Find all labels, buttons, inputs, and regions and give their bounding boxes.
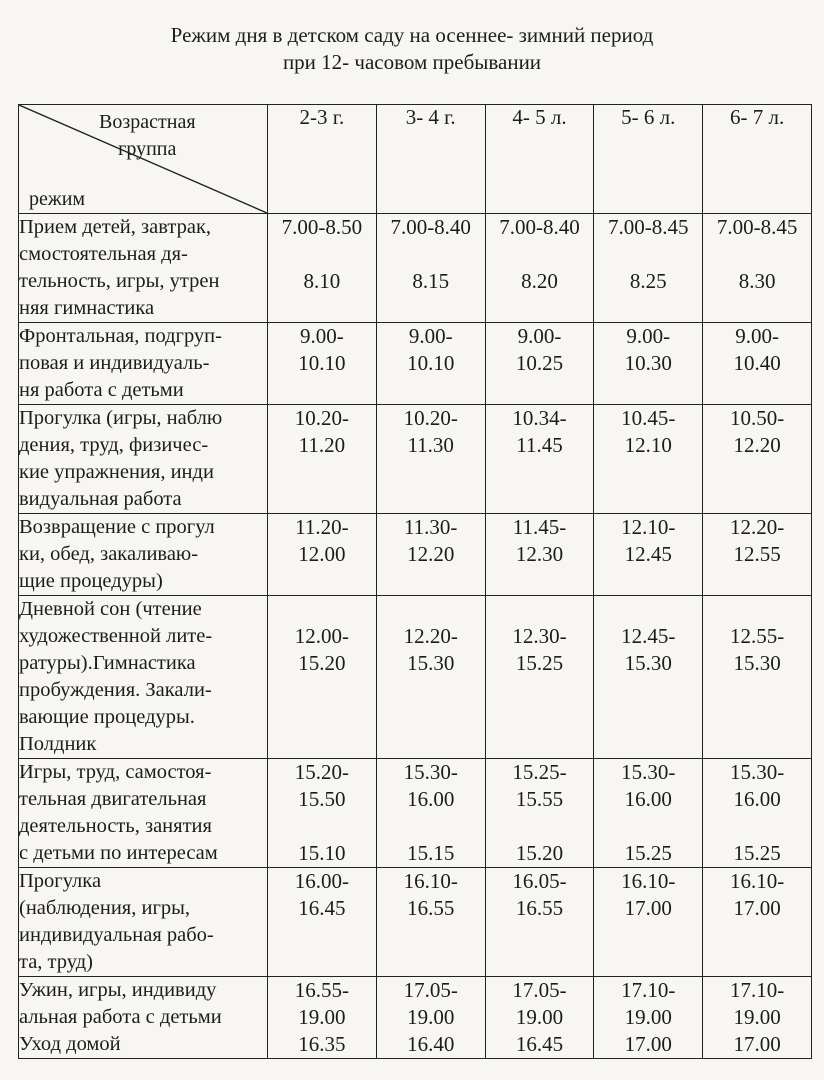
time-value: 7.00-8.45	[716, 215, 798, 239]
activity-cell	[19, 977, 268, 1059]
spacer	[377, 596, 485, 623]
activity-line: тельность, игры, утрен	[19, 270, 220, 292]
table-row	[19, 514, 812, 596]
time-value: 8.25	[629, 269, 667, 293]
age-header-4: 5- 6 л.	[594, 105, 703, 214]
activity-line: Игры, труд, самостоя-	[19, 761, 212, 783]
schedule-body	[19, 214, 812, 1059]
time-value: 12.20-	[403, 624, 458, 648]
time-value: 16.45	[515, 1032, 564, 1056]
time-value: 9.00-	[735, 324, 779, 348]
time-value: 11.45	[516, 433, 563, 457]
time-value: 10.25	[515, 351, 564, 375]
time-value: 10.34-	[512, 406, 567, 430]
time-value: 17.05-	[403, 978, 458, 1002]
time-value: 16.10-	[621, 869, 676, 893]
activity-line: тельная двигательная	[19, 788, 207, 810]
activity-line: Фронтальная, подгруп-	[19, 325, 222, 347]
time-cell	[485, 977, 594, 1059]
time-value: 17.00	[733, 896, 781, 920]
time-value: 9.00-	[626, 324, 671, 348]
time-value: 15.10	[298, 841, 346, 865]
time-value: 12.20-	[729, 515, 785, 539]
time-cell	[703, 214, 812, 323]
time-cell	[376, 405, 485, 514]
spacer	[594, 813, 702, 840]
activity-line: деятельность, занятия	[19, 815, 212, 837]
time-value: 10.10	[298, 351, 346, 375]
time-cell	[485, 596, 594, 759]
time-value: 8.30	[738, 269, 776, 293]
time-value: 12.30-	[512, 624, 567, 648]
table-row	[19, 214, 812, 323]
age-header-3: 4- 5 л.	[485, 105, 594, 214]
time-value: 8.10	[303, 269, 341, 293]
spacer	[268, 241, 376, 268]
time-value: 12.00	[298, 542, 346, 566]
activity-line: дения, труд, физичес-	[19, 434, 209, 456]
activity-line: Полдник	[19, 733, 97, 755]
activity-line: индивидуальная рабо-	[19, 924, 214, 946]
activity-line: альная работа с детьми	[19, 1006, 222, 1028]
time-value: 17.10-	[729, 978, 785, 1002]
age-header-5: 6- 7 л.	[703, 105, 812, 214]
header-row	[19, 105, 812, 214]
time-cell	[703, 405, 812, 514]
spacer	[268, 813, 376, 840]
time-cell	[703, 977, 812, 1059]
time-value: 17.00	[733, 1032, 781, 1056]
time-cell	[485, 405, 594, 514]
time-value: 8.15	[412, 269, 450, 293]
spacer	[268, 596, 376, 623]
age-group-label: Возрастная группа	[99, 111, 196, 160]
time-cell	[703, 323, 812, 405]
time-cell	[376, 214, 485, 323]
time-value: 16.35	[298, 1032, 346, 1056]
time-cell	[268, 323, 377, 405]
time-value: 12.20	[407, 542, 455, 566]
age-header-2: 3- 4 г.	[376, 105, 485, 214]
time-value: 16.55	[515, 896, 564, 920]
spacer	[486, 596, 594, 623]
time-cell	[268, 214, 377, 323]
spacer	[377, 813, 485, 840]
time-value: 10.20-	[294, 406, 350, 430]
time-value: 10.30	[624, 351, 672, 375]
time-cell	[485, 868, 594, 977]
spacer	[377, 241, 485, 268]
time-cell	[376, 323, 485, 405]
time-value: 15.20	[298, 651, 346, 675]
activity-line: вающие процедуры.	[19, 706, 195, 728]
time-value: 11.20-	[295, 515, 349, 539]
time-value: 12.55-	[729, 624, 785, 648]
spacer	[703, 596, 811, 623]
time-cell	[268, 759, 377, 868]
time-value: 7.00-8.45	[608, 215, 689, 239]
time-cell	[485, 214, 594, 323]
time-value: 19.00	[515, 1005, 564, 1029]
time-value: 10.45-	[621, 406, 676, 430]
time-value: 12.20	[733, 433, 781, 457]
time-value: 19.00	[298, 1005, 346, 1029]
time-value: 17.10-	[621, 978, 676, 1002]
activity-line: смостоятельная дя-	[19, 243, 188, 265]
time-value: 15.25	[515, 651, 564, 675]
time-value: 16.00	[733, 787, 781, 811]
activity-line: ки, обед, закаливаю-	[19, 543, 199, 565]
table-row	[19, 977, 812, 1059]
table-row	[19, 323, 812, 405]
time-cell	[268, 405, 377, 514]
activity-line: (наблюдения, игры,	[19, 897, 190, 919]
activity-line: Прогулка	[19, 870, 102, 892]
time-value: 17.00	[624, 896, 672, 920]
time-value: 7.00-8.40	[390, 215, 471, 239]
time-cell	[268, 977, 377, 1059]
time-value: 10.20-	[403, 406, 458, 430]
time-value: 11.20	[298, 433, 346, 457]
activity-line: художественной лите-	[19, 625, 213, 647]
time-value: 15.25	[733, 841, 781, 865]
time-value: 7.00-8.50	[281, 215, 363, 239]
time-cell	[485, 323, 594, 405]
time-value: 12.55	[733, 542, 781, 566]
time-value: 16.00-	[294, 869, 350, 893]
time-value: 9.00-	[300, 324, 344, 348]
time-value: 15.30-	[729, 760, 785, 784]
time-value: 19.00	[407, 1005, 455, 1029]
time-cell	[703, 759, 812, 868]
time-cell	[485, 514, 594, 596]
document-title	[0, 22, 824, 76]
time-value: 17.00	[624, 1032, 672, 1056]
time-value: 12.10	[624, 433, 672, 457]
time-value: 15.30-	[403, 760, 458, 784]
activity-line: пробуждения. Закали-	[19, 679, 212, 701]
time-value: 16.00	[407, 787, 455, 811]
time-value: 19.00	[624, 1005, 672, 1029]
activity-cell	[19, 405, 268, 514]
time-value: 16.55	[407, 896, 455, 920]
time-cell	[376, 596, 485, 759]
title-line-1: Режим дня в детском саду на осеннее- зимний период	[170, 23, 654, 47]
table-row	[19, 405, 812, 514]
activity-line: кие упражнения, инди	[19, 461, 214, 483]
schedule-table	[18, 104, 812, 1059]
time-cell	[703, 514, 812, 596]
mode-label: режим	[29, 188, 86, 210]
time-value: 16.40	[407, 1032, 455, 1056]
time-cell	[594, 596, 703, 759]
spacer	[594, 596, 702, 623]
time-cell	[268, 868, 377, 977]
activity-line: Уход домой	[19, 1033, 121, 1055]
time-cell	[376, 759, 485, 868]
age-header-1: 2-3 г.	[268, 105, 377, 214]
time-value: 15.25-	[512, 760, 567, 784]
time-cell	[594, 977, 703, 1059]
time-value: 12.10-	[621, 515, 676, 539]
time-value: 15.55	[515, 787, 564, 811]
time-cell	[594, 868, 703, 977]
time-value: 12.00-	[294, 624, 350, 648]
time-value: 12.45-	[621, 624, 676, 648]
time-cell	[594, 405, 703, 514]
time-value: 15.30	[624, 651, 672, 675]
time-cell	[703, 596, 812, 759]
activity-line: та, труд)	[19, 951, 93, 973]
time-value: 15.25	[624, 841, 672, 865]
time-value: 9.00-	[408, 324, 453, 348]
activity-cell	[19, 323, 268, 405]
time-value: 11.30	[407, 433, 454, 457]
title-line-2: при 12- часовом пребывании	[282, 50, 542, 74]
time-cell	[376, 514, 485, 596]
time-value: 15.15	[407, 841, 455, 865]
time-value: 15.30	[733, 651, 781, 675]
spacer	[486, 241, 594, 268]
activity-line: видуальная работа	[19, 488, 182, 510]
diagonal-header-cell	[19, 105, 268, 214]
time-value: 9.00-	[517, 324, 562, 348]
time-cell	[485, 759, 594, 868]
time-value: 8.20	[521, 269, 558, 293]
spacer	[703, 813, 811, 840]
activity-cell	[19, 596, 268, 759]
table-row	[19, 759, 812, 868]
activity-line: ратуры).Гимнастика	[19, 652, 196, 674]
time-cell	[376, 977, 485, 1059]
time-value: 16.05-	[512, 869, 567, 893]
activity-cell	[19, 514, 268, 596]
time-value: 11.30-	[403, 515, 458, 539]
time-cell	[594, 323, 703, 405]
time-value: 10.50-	[729, 406, 785, 430]
activity-line: повая и индивидуаль-	[19, 352, 210, 374]
time-value: 16.55-	[294, 978, 350, 1002]
time-cell	[268, 596, 377, 759]
activity-line: Возвращение с прогул	[19, 516, 215, 538]
time-value: 15.30-	[621, 760, 676, 784]
time-value: 19.00	[733, 1005, 781, 1029]
time-cell	[594, 759, 703, 868]
table-row	[19, 596, 812, 759]
time-value: 15.20-	[294, 760, 350, 784]
time-cell	[594, 214, 703, 323]
activity-line: Прием детей, завтрак,	[19, 216, 212, 238]
activity-line: ня работа с детьми	[19, 379, 184, 401]
activity-cell	[19, 759, 268, 868]
time-value: 7.00-8.40	[499, 215, 580, 239]
activity-line: с детьми по интересам	[19, 842, 218, 864]
time-value: 12.30	[515, 542, 564, 566]
time-value: 16.10-	[729, 869, 785, 893]
spacer	[594, 241, 702, 268]
spacer	[486, 813, 594, 840]
time-value: 10.10	[407, 351, 455, 375]
time-value: 11.45-	[512, 515, 567, 539]
activity-cell	[19, 214, 268, 323]
time-value: 17.05-	[512, 978, 567, 1002]
time-value: 16.10-	[403, 869, 458, 893]
table-row	[19, 868, 812, 977]
spacer	[703, 241, 811, 268]
activity-line: щие процедуры)	[19, 570, 163, 592]
time-value: 15.50	[298, 787, 346, 811]
time-value: 16.00	[624, 787, 672, 811]
time-cell	[594, 514, 703, 596]
time-value: 12.45	[624, 542, 672, 566]
activity-line: няя гимнастика	[19, 297, 155, 319]
activity-line: Прогулка (игры, наблю	[19, 407, 223, 429]
time-cell	[703, 868, 812, 977]
activity-line: Ужин, игры, индивиду	[19, 979, 217, 1001]
time-value: 15.20	[515, 841, 564, 865]
time-value: 15.30	[407, 651, 455, 675]
time-cell	[268, 514, 377, 596]
time-value: 16.45	[298, 896, 346, 920]
activity-line: Дневной сон (чтение	[19, 598, 202, 620]
activity-cell	[19, 868, 268, 977]
time-cell	[376, 868, 485, 977]
time-value: 10.40	[733, 351, 781, 375]
